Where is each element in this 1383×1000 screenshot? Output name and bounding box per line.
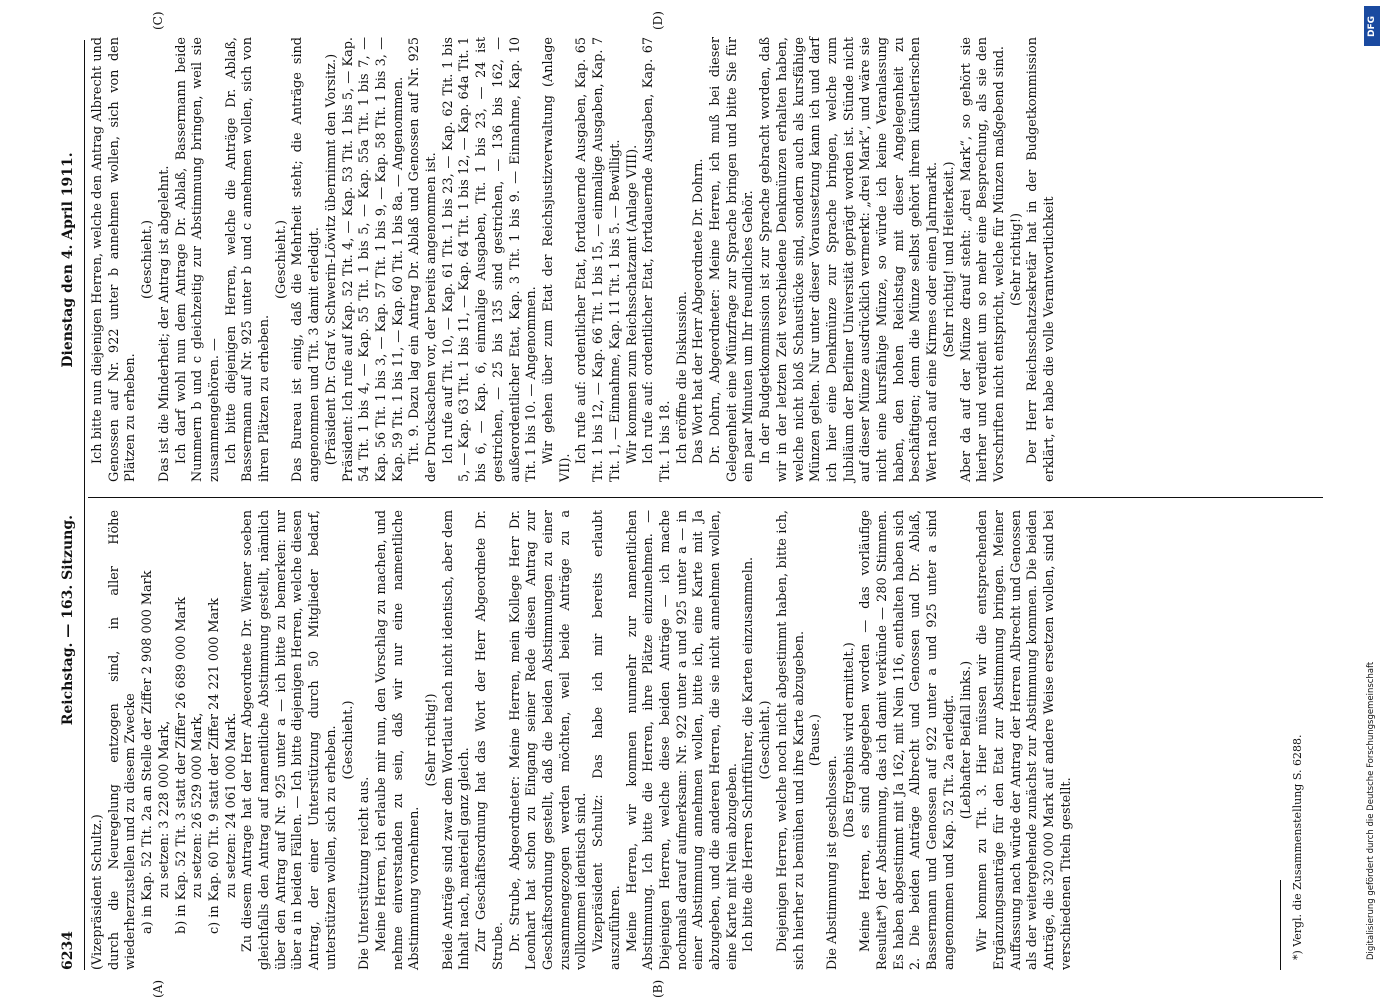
paragraph: Ich bitte nun diejenigen Herren, welche den Antrag Albrecht und Genossen auf Nr. 922 unter b annehmen wollen, sich von den Plätzen zu erheben.	[90, 37, 139, 482]
column-divider	[88, 497, 1323, 498]
right-running-title: Dienstag den 4. April 1911.	[60, 152, 76, 368]
paragraph: Ich bitte diejenigen Herren, welche die Anträge Dr. Ablaß, Bassermann auf Nr. 925 unter b und c annehmen wollen, sich von ihren Plätzen zu erheben.	[223, 37, 273, 482]
paragraph: Ich rufe auf Tit. 10, — Kap. 61 Tit. 1 bis 23, — Kap. 62 Tit. 1 bis 5, — Kap. 63 Tit. 1 bis 11, — Kap. 64 Tit. 1 bis 12, — Kap. 64a Tit. 1 bis 6, — Kap. 6, einmalige Ausgaben, Tit. 1 bis 23, — 24 ist gestrichen, — 25 bis 135 sind gestrichen, — 136 bis 162, — außerordentlicher Etat, Kap. 3 Tit. 1 bis 9. — Einnahme, Kap. 10 Tit. 1 bis 10. — Angenommen.	[440, 37, 540, 482]
paragraph: Aber da auf der Münze drauf steht: „drei Mark“, so gehört sie hierher und verdient um so mehr eine Besprechung, als sie den Vorschriften nicht entspricht, welche für Münzen maßgebend sind.	[958, 37, 1007, 482]
paragraph: Präsident: Ich rufe auf Kap. 52 Tit. 4, — Kap. 53 Tit. 1 bis 5, — Kap. 54 Tit. 1 bis 4, — Kap. 55 Tit. 1 bis 5, — Kap. 55a Tit. 1 bis 7, — Kap. 56 Tit. 1 bis 3, — Kap. 57 Tit. 1 bis 9, — Kap. 58 Tit. 1 bis 3, — Kap. 59 Tit. 1 bis 11, — Kap. 60 Tit. 1 bis 8a. — Angenommen.	[340, 37, 406, 482]
paragraph: Meine Herren, wir kommen nunmehr zur namentlichen Abstimmung. Ich bitte die Herren, ihre Plätze einzunehmen. — Diejenigen Herren, welche diese beiden Anträge — ich mache nochmals darauf aufmerksam: Nr. 922 unter a und 925 unter a — in einer Abstimmung annehmen wollen, bitte ich, eine Karte mit Ja abzugeben, und die anderen Herren, die sie nicht annehmen wollen, eine Karte mit Nein abzugeben.	[624, 510, 740, 970]
list-item: zu setzen: 3 228 000 Mark,	[156, 720, 172, 898]
dfg-logo: DFG	[1364, 6, 1380, 46]
list-item: a) in Kap. 52 Tit. 2a an Stelle der Ziffer 2 908 000 Mark	[140, 570, 156, 934]
paragraph: durch die Neuregelung entzogen sind, in aller Höhe wiederherzustellen und zu diesem Zwecke	[106, 510, 139, 970]
left-column	[90, 510, 1075, 970]
stage-direction: (Sehr richtig!)	[1008, 213, 1024, 306]
paragraph: In der Budgetkommission ist zur Sprache gebracht worden, daß wir in der letzten Zeit verschiedene Denkmünzen erhalten haben, welche nicht bloß Schaustücke sind, sondern auch als kursfähige Münzen gelten. Nur unter dieser Voraussetzung kann ich und darf ich hier eine Denkmünze zur Sprache bringen, welche zum Jubiläum der Berliner Universität geprägt worden ist. Stünde nicht auf dieser Münze ausdrücklich vermerkt: „drei Mark“, und wäre sie nicht eine kursfähige Münze, so würde ich keine Veranlassung haben, den hohen Reichstag mit dieser Angelegenheit zu beschäftigen; denn die Münze selbst gehört ihrem künstlerischen Wert nach auf eine Kirmes oder einen Jahrmarkt.	[758, 37, 941, 482]
paragraph: Tit. 9. Dazu lag ein Antrag Dr. Ablaß und Genossen auf Nr. 925 der Drucksachen vor, der bereits angenommen ist.	[407, 37, 440, 482]
right-column	[90, 37, 1059, 482]
left-header	[60, 515, 82, 970]
paragraph: Vizepräsident Schultz: Das habe ich mir bereits erlaubt auszuführen.	[591, 510, 623, 970]
paragraph: Die Abstimmung ist geschlossen.	[824, 755, 840, 970]
margin-mark-d: (D)	[651, 11, 665, 30]
paragraph: Das ist die Minderheit; der Antrag ist abgelehnt.	[156, 165, 172, 482]
paragraph: Wir kommen zu Tit. 3. Hier müssen wir die entsprechenden Ergänzungsanträge für den Etat zur Abstimmung bringen. Meiner Auffassung nach würde der Antrag der Herren Albrecht und Genossen als der weitergehende zunächst zur Abstimmung kommen. Die beiden Anträge, die 320 000 Mark auf andere Weise ersetzen wollen, sind bei verschiedenen Titeln gestellt.	[975, 510, 1074, 970]
stage-direction: (Geschieht.)	[273, 220, 289, 299]
footnote: *) Vergl. die Zusammenstellung S. 6288.	[1291, 734, 1304, 960]
list-item: b) in Kap. 52 Tit. 3 statt der Ziffer 26 689 000 Mark	[173, 596, 189, 934]
list-item: zu setzen: 24 061 000 Mark.	[223, 712, 239, 898]
paragraph: Dr. Dohrn, Abgeordneter: Meine Herren, ich muß bei dieser Gelegenheit eine Münzfrage zur Sprache bringen und bitte Sie für ein paar Minuten um Ihr freundliches Gehör.	[708, 37, 757, 482]
stage-direction: (Präsident Dr. Graf v. Schwerin-Löwitz übernimmt den Vorsitz.)	[323, 53, 339, 466]
paragraph: Ich rufe auf: ordentlicher Etat, fortdauernde Ausgaben, Kap. 67 Tit. 1 bis 18.	[641, 37, 673, 482]
paragraph: Beide Anträge sind zwar dem Wortlaut nach nicht identisch, aber dem Inhalt nach, materiell ganz gleich.	[440, 510, 473, 970]
footnote-rule	[1280, 880, 1281, 970]
stage-direction: (Das Ergebnis wird ermittelt.)	[841, 642, 857, 838]
page-number: 6234	[60, 931, 76, 970]
stage-direction: (Lebhafter Beifall links.)	[958, 660, 974, 820]
paragraph: Ich eröffne die Diskussion.	[674, 291, 690, 464]
stage-direction: (Pause.)	[808, 713, 824, 767]
paragraph: Das Bureau ist einig, daß die Mehrheit steht; die Anträge sind angenommen und Tit. 3 damit erledigt.	[290, 37, 323, 482]
paragraph: Ich darf wohl nun dem Antrage Dr. Ablaß, Bassermann beide Nummern b und c gleichzeitig zur Abstimmung bringen, weil sie zusammengehören. —	[173, 37, 222, 482]
speaker-note: (Vizepräsident Schultz.)	[90, 814, 105, 970]
paragraph: Ich rufe auf: ordentlicher Etat, fortdauernde Ausgaben, Kap. 65 Tit. 1 bis 12, — Kap. 66 Tit. 1 bis 15, — einmalige Ausgaben, Kap. 7 Tit. 1, — Einnahme, Kap. 11 Tit. 1 bis 5. — Bewilligt.	[574, 37, 623, 482]
paragraph: Diejenigen Herren, welche noch nicht abgestimmt haben, bitte ich, sich hierher zu bemühen und ihre Karte abzugeben.	[774, 510, 807, 970]
funding-credit: Digitalisierung gefördert durch die Deutsche Forschungsgemeinschaft	[1366, 661, 1376, 960]
paragraph: Das Wort hat der Herr Abgeordnete Dr. Dohrn.	[691, 158, 707, 464]
header-rule	[84, 40, 85, 970]
list-item: c) in Kap. 60 Tit. 9 statt der Ziffer 24 221 000 Mark	[206, 597, 222, 934]
paragraph: Wir gehen über zum Etat der Reichsjustizverwaltung (Anlage VII).	[540, 37, 573, 482]
paragraph: Wir kommen zum Reichsschatzamt (Anlage VIII).	[624, 144, 640, 464]
paragraph: Dr. Strube, Abgeordneter: Meine Herren, mein Kollege Herr Dr. Leonhart hat schon zu Eingang seiner Rede diesen Antrag zur Geschäftsordnung gestellt, daß die beiden Abstimmungen zu einer zusammengezogen werden möchten, weil beide Anträge zu a vollkommen identisch sind.	[507, 510, 590, 970]
stage-direction: (Sehr richtig!)	[424, 693, 440, 787]
stage-direction: (Geschieht.)	[758, 700, 774, 780]
list-item: zu setzen: 26 529 000 Mark,	[190, 712, 206, 898]
stage-direction: (Geschieht.)	[340, 700, 356, 780]
stage-direction: (Sehr richtig! und Heiterkeit.)	[941, 161, 957, 358]
paragraph: Meine Herren, ich erlaube mir nun, den Vorschlag zu machen, und nehme einverstanden zu sein, daß wir nur eine namentliche Abstimmung vornehmen.	[373, 510, 423, 970]
margin-mark-b: (B)	[651, 979, 665, 998]
stage-direction: (Geschieht.)	[140, 220, 156, 299]
paragraph: Der Herr Reichsschatzsekretär hat in der Budgetkommission erklärt, er habe die volle Verantwortlichkeit	[1025, 37, 1058, 482]
paragraph: Zu diesem Antrage hat der Herr Abgeordnete Dr. Wiemer soeben gleichfalls den Antrag auf namentliche Abstimmung gestellt, nämlich über den Antrag auf Nr. 925 unter a — ich bitte zu bemerken: nur über a in beiden Fällen. — Ich bitte diejenigen Herren, welche diesen Antrag, der einer Unterstützung durch 50 Mitglieder bedarf, unterstützen wollen, sich zu erheben.	[240, 510, 339, 970]
paragraph: Zur Geschäftsordnung hat das Wort der Herr Abgeordnete Dr. Strube.	[474, 510, 506, 970]
margin-mark-c: (C)	[151, 11, 165, 30]
paragraph: Die Unterstützung reicht aus.	[357, 776, 373, 970]
left-running-title: Reichstag. — 163. Sitzung.	[60, 515, 76, 726]
paragraph: Ich bitte die Herren Schriftführer, die Karten einzusammeln.	[741, 556, 757, 952]
margin-mark-a: (A)	[151, 979, 165, 998]
paragraph: Meine Herren, es sind abgegeben worden — das vorläufige Resultat*) der Abstimmung, das ich damit verkünde — 280 Stimmen. Es haben abgestimmt mit Ja 162, mit Nein 116, enthalten haben sich 2. Die beiden Anträge Albrecht und Genossen und Dr. Ablaß, Bassermann und Genossen auf 922 unter a und 925 unter a sind angenommen und Kap. 52 Tit. 2a erledigt.	[858, 510, 957, 970]
